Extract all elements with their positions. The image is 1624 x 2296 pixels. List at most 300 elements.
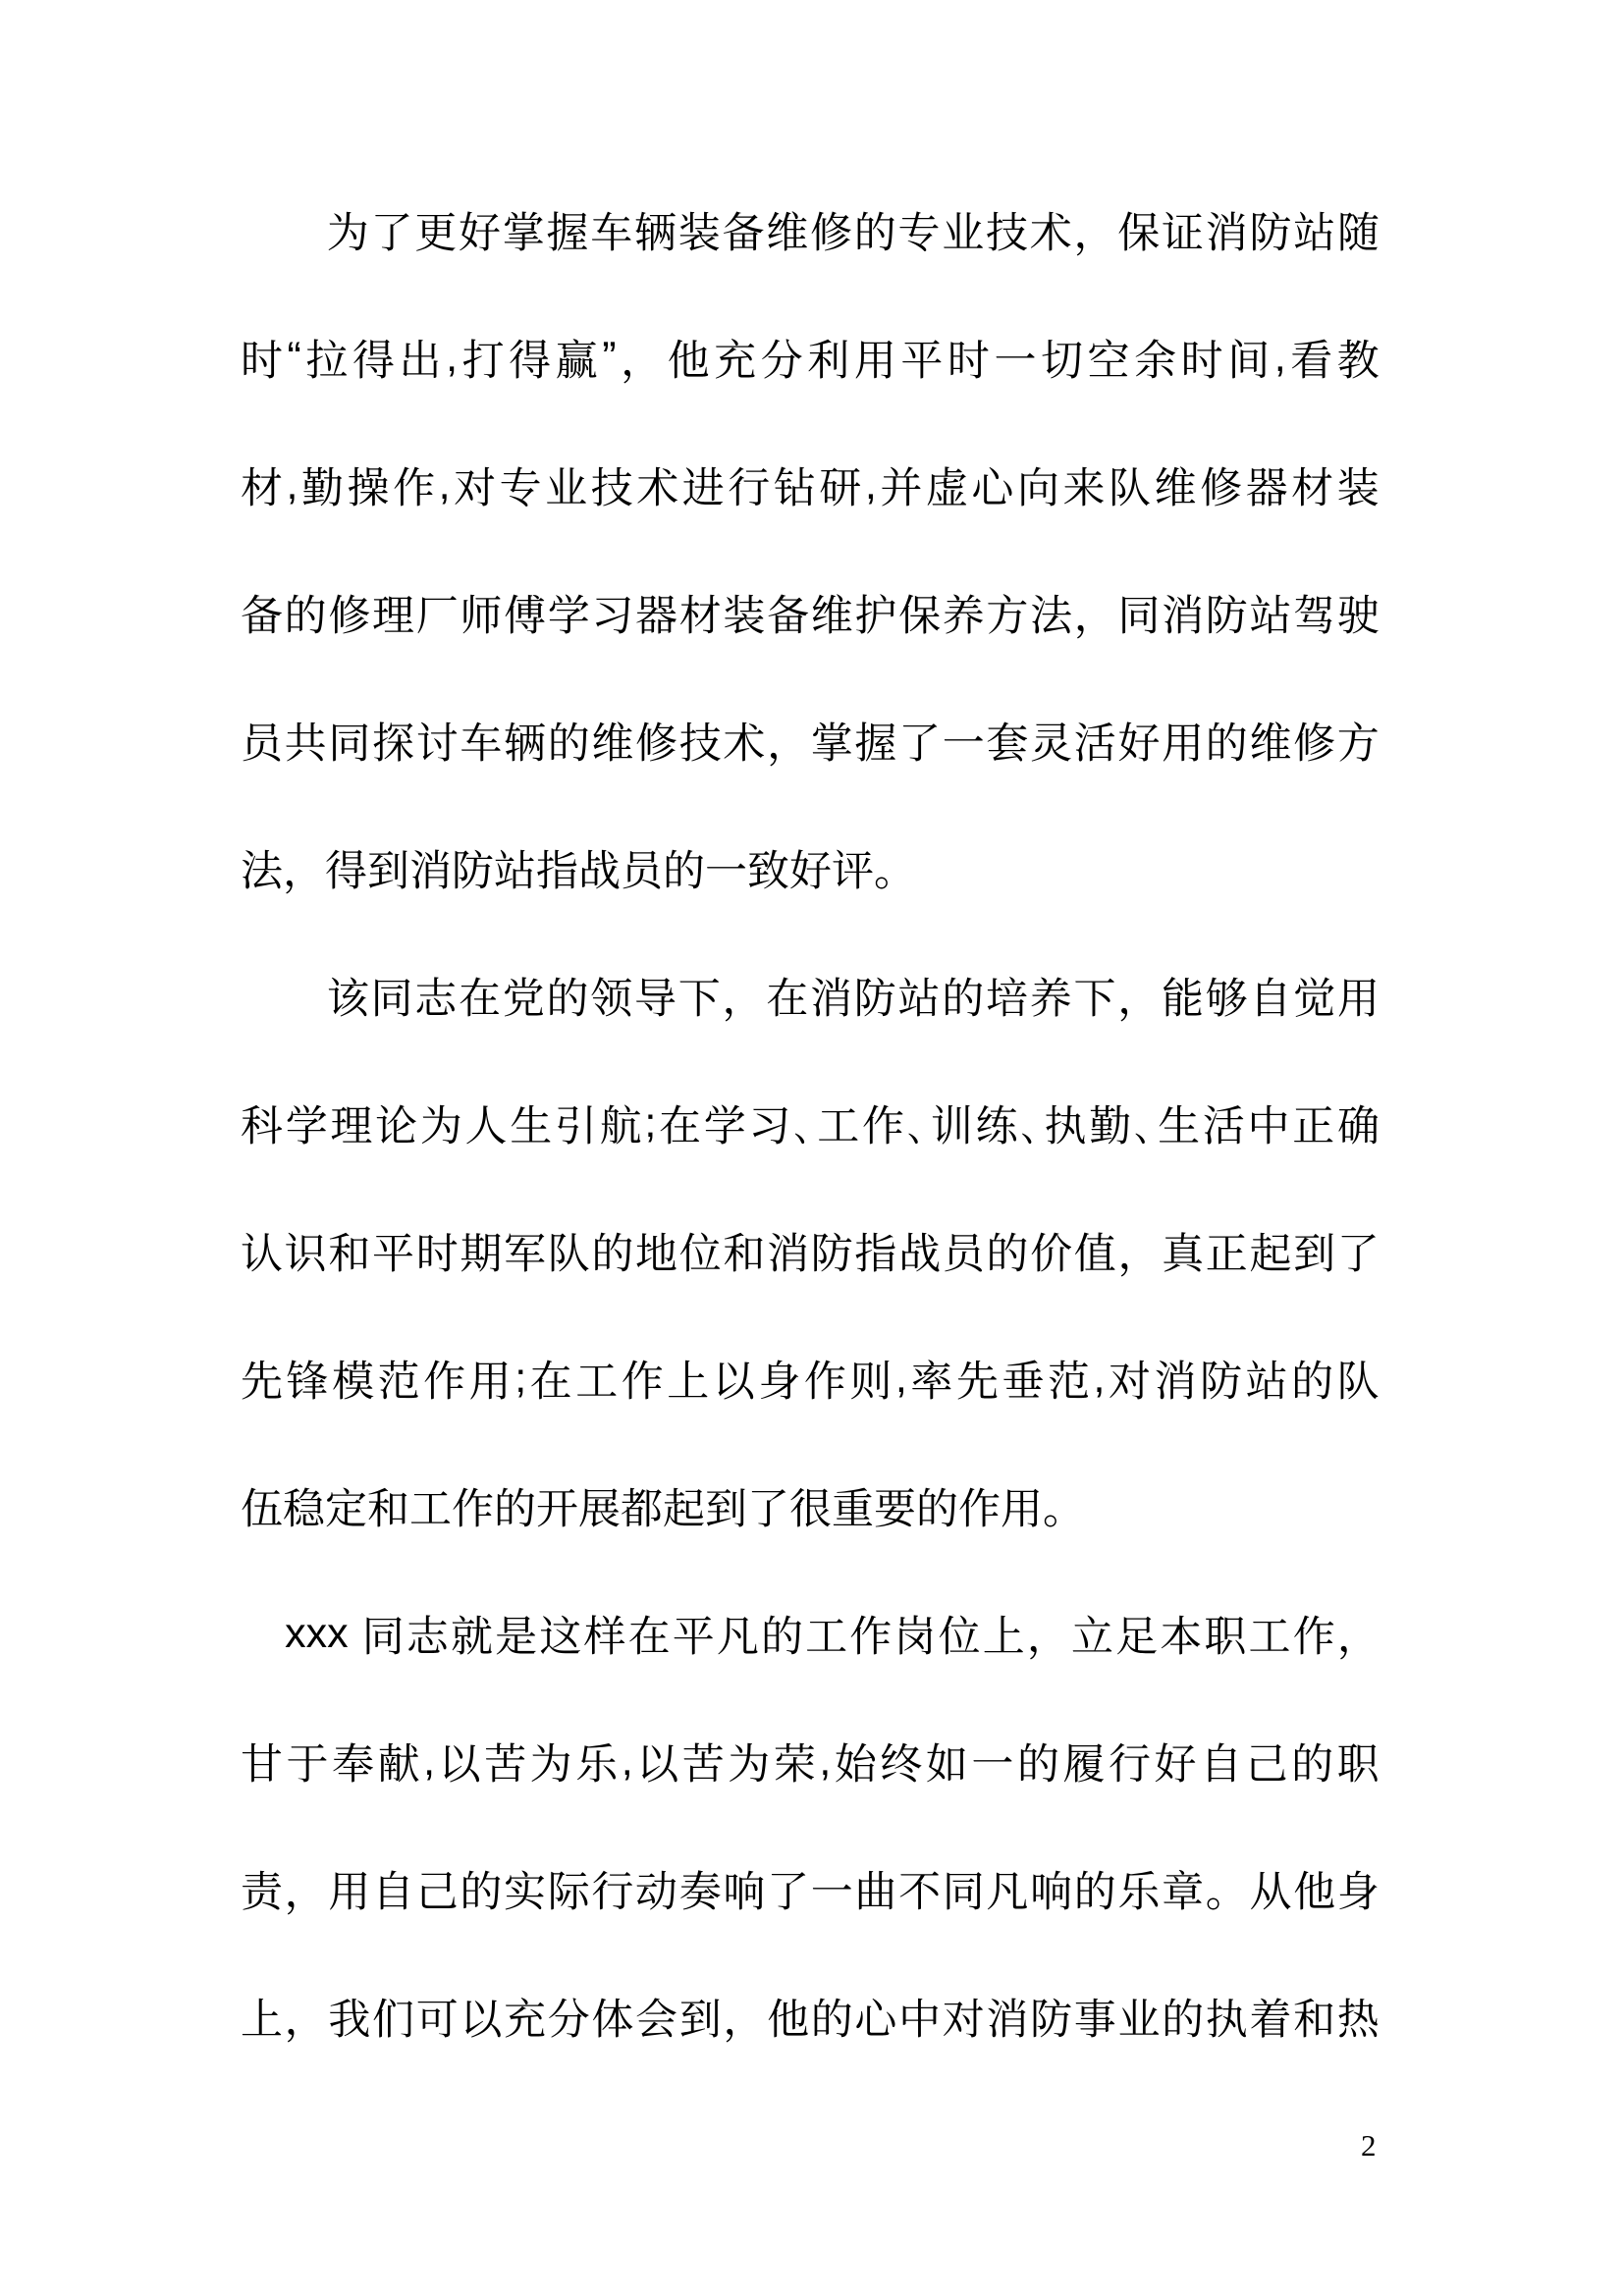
text-char: 。 (874, 847, 916, 895)
text-char: 这 (539, 1613, 582, 1661)
text-char: 志 (414, 975, 458, 1023)
text-char: 伍 (241, 1485, 283, 1533)
text-char: 技 (678, 720, 722, 768)
text-char: 在 (529, 1358, 572, 1406)
text-char: 防 (1030, 1996, 1073, 2044)
text-char: 行 (591, 1868, 634, 1916)
text-char: , (894, 1354, 907, 1402)
text-char: 战 (898, 1230, 942, 1278)
text-char: 和 (367, 1485, 409, 1533)
text-char: 证 (1162, 209, 1204, 257)
text-char: 时 (241, 337, 283, 385)
text-char: 的 (853, 209, 896, 257)
text-char: 岗 (893, 1613, 937, 1661)
text-char: 作 (1292, 1613, 1335, 1661)
text-char: 队 (1109, 464, 1152, 512)
text-char: 热 (1336, 1996, 1380, 2044)
text-char: 驾 (1293, 592, 1336, 640)
text-char: 以 (460, 1996, 503, 2044)
text-char: 讨 (415, 720, 459, 768)
text-char: 导 (634, 975, 677, 1023)
text-char: 动 (635, 1868, 678, 1916)
text-char: 。 (1043, 1485, 1085, 1533)
text-char: 习 (591, 592, 634, 640)
text-char: 方 (1336, 720, 1380, 768)
text-char: 器 (635, 592, 678, 640)
text-char: 们 (372, 1996, 415, 2044)
text-char: 保 (898, 592, 942, 640)
text-char: 展 (578, 1485, 621, 1533)
text-char: 地 (635, 1230, 678, 1278)
text-char: 消 (1154, 1358, 1197, 1406)
text-line (241, 1570, 1380, 1697)
text-char: 材 (241, 464, 283, 512)
text-char: 时 (1180, 337, 1223, 385)
text-line (241, 1825, 1380, 1952)
text-char: 上 (241, 1996, 283, 2044)
text-char: ， (1073, 209, 1116, 257)
text-char: 科 (241, 1102, 283, 1150)
text-char: , (1093, 1354, 1106, 1402)
text-char: 苦 (484, 1740, 527, 1789)
text-char: 于 (286, 1740, 329, 1789)
text-char: 时 (415, 1230, 459, 1278)
text-char: 人 (464, 1102, 508, 1150)
text-char: 对 (1109, 1358, 1152, 1406)
text-char: 器 (1245, 464, 1288, 512)
text-char: 一 (705, 847, 747, 895)
text-char: 养 (942, 592, 985, 640)
text-char: 消 (986, 1996, 1029, 2044)
text-char: 不 (898, 1868, 942, 1916)
text-char: 始 (834, 1740, 877, 1789)
text-char: 上 (982, 1613, 1025, 1661)
text-char: 辆 (504, 720, 547, 768)
text-char: 军 (504, 1230, 547, 1278)
text-char: 勤 (301, 464, 345, 512)
text-char: 厂 (415, 592, 459, 640)
text-char: 乐 (1117, 1868, 1161, 1916)
text-char: 身 (758, 1358, 801, 1406)
text-char: 中 (898, 1996, 942, 2044)
text-char: 探 (372, 720, 415, 768)
text-char: 的 (1073, 1868, 1116, 1916)
text-char: , (423, 1736, 436, 1785)
text-line (241, 1314, 1380, 1442)
text-char: 引 (554, 1102, 597, 1150)
text-char: 以 (636, 1740, 679, 1789)
text-char: 利 (807, 337, 850, 385)
text-char: 教 (1336, 337, 1380, 385)
text-char: 虚 (925, 464, 968, 512)
text-char: 了 (767, 1868, 810, 1916)
text-char: 理 (330, 1102, 373, 1150)
text-char: 的 (591, 1230, 634, 1278)
text-char: 和 (723, 1230, 766, 1278)
text-char: 我 (328, 1996, 371, 2044)
text-char: 对 (454, 464, 497, 512)
text-char: 到 (1293, 1230, 1336, 1278)
text-char: 为 (419, 1102, 462, 1150)
text-char: 执 (1205, 1996, 1248, 2044)
text-char: 评 (832, 847, 874, 895)
text-char: 重 (832, 1485, 874, 1533)
text-char: 空 (1087, 337, 1130, 385)
text-char: 更 (414, 209, 458, 257)
text-char: 响 (1030, 1868, 1073, 1916)
text-char: 奉 (332, 1740, 375, 1789)
text-char: , (286, 460, 298, 508)
text-char: 稳 (283, 1485, 325, 1533)
text-char: 术 (723, 720, 766, 768)
text-line (241, 1442, 1380, 1570)
text-char: 他 (1293, 1868, 1336, 1916)
text-char: 为 (728, 1740, 771, 1789)
text-line (241, 932, 1380, 1059)
text-char: 平 (900, 337, 944, 385)
text-char: 价 (1030, 1230, 1073, 1278)
text-char: ､ (1020, 1102, 1042, 1150)
text-char: 消 (409, 847, 452, 895)
text-char: 切 (1041, 337, 1083, 385)
text-char: 修 (810, 209, 852, 257)
text-char: 际 (547, 1868, 590, 1916)
text-char: “ (287, 333, 301, 381)
text-char: 训 (930, 1102, 973, 1150)
text-char: 车 (460, 720, 503, 768)
text-char: 护 (854, 592, 897, 640)
text-char: 作 (423, 1358, 466, 1406)
text-char: 辆 (634, 209, 677, 257)
text-char: 打 (461, 337, 505, 385)
text-char: 驶 (1336, 592, 1380, 640)
text-char: 业 (545, 464, 588, 512)
text-char: 了 (1336, 1230, 1380, 1278)
text-char: 期 (460, 1230, 503, 1278)
text-char: 并 (880, 464, 923, 512)
text-line (241, 294, 1380, 421)
text-char: 值 (1073, 1230, 1116, 1278)
text-char: 防 (452, 847, 494, 895)
text-char: 本 (1160, 1613, 1203, 1661)
text-char: 模 (332, 1358, 375, 1406)
text-char: 的 (986, 1230, 1029, 1278)
text-char: 出 (399, 337, 442, 385)
text-char: ， (1336, 1613, 1380, 1661)
text-char: 得 (325, 847, 367, 895)
text-char: 样 (583, 1613, 626, 1661)
text-char: 备 (722, 209, 765, 257)
text-char: 开 (536, 1485, 578, 1533)
text-char: 分 (547, 1996, 590, 2044)
text-char: 航 (599, 1102, 642, 1150)
text-char: 充 (714, 337, 757, 385)
text-char: , (438, 460, 451, 508)
text-char: 先 (955, 1358, 999, 1406)
text-char: 身 (1336, 1868, 1380, 1916)
text-char: 职 (1204, 1613, 1247, 1661)
text-char: 锋 (286, 1358, 329, 1406)
text-char: ､ (906, 1102, 929, 1150)
text-char: 用 (468, 1358, 512, 1406)
text-char: 作 (393, 464, 436, 512)
text-char: 心 (854, 1996, 897, 2044)
text-char: 志 (406, 1613, 449, 1661)
text-char: 觉 (1293, 975, 1336, 1023)
text-char: ､ (793, 1102, 815, 1150)
text-char: 材 (1291, 464, 1334, 512)
text-char: xxx (285, 1609, 360, 1657)
text-char: 修 (635, 720, 678, 768)
text-char: 下 (1073, 975, 1116, 1023)
text-char: 站 (494, 847, 536, 895)
text-char: 方 (986, 592, 1029, 640)
text-char: 用 (1337, 975, 1380, 1023)
text-char: 的 (761, 1613, 803, 1661)
text-char: 正 (1205, 1230, 1248, 1278)
text-char: 备 (241, 592, 283, 640)
text-char: 起 (663, 1485, 705, 1533)
text-char: 心 (971, 464, 1014, 512)
text-char: , (864, 460, 877, 508)
text-char: 活 (1202, 1102, 1245, 1150)
text-char: 活 (1073, 720, 1116, 768)
text-char: 以 (438, 1740, 481, 1789)
text-char: 钻 (773, 464, 816, 512)
text-char: 献 (377, 1740, 420, 1789)
text-char: 法 (241, 847, 283, 895)
text-char: ; (644, 1098, 657, 1147)
text-char: 队 (1336, 1358, 1380, 1406)
text-char: 平 (672, 1613, 715, 1661)
text-char: 的 (1205, 720, 1248, 768)
text-char: 员 (241, 720, 283, 768)
text-char: 作 (862, 1102, 904, 1150)
text-char: 和 (1293, 1996, 1336, 2044)
text-char: 曲 (854, 1868, 897, 1916)
text-char: 能 (1162, 975, 1204, 1023)
text-char: 实 (504, 1868, 547, 1916)
text-char: 从 (1249, 1868, 1292, 1916)
text-char: 养 (1029, 975, 1072, 1023)
text-line (241, 166, 1380, 294)
text-char: 操 (347, 464, 390, 512)
text-char: 和 (328, 1230, 371, 1278)
text-char: 好 (789, 847, 832, 895)
text-char: 师 (460, 592, 503, 640)
text-char: 中 (1247, 1102, 1290, 1150)
text-char: 维 (591, 720, 634, 768)
text-line (241, 1187, 1380, 1314)
text-char: 的 (494, 1485, 536, 1533)
text-char: 好 (459, 209, 501, 257)
text-char: 工 (817, 1102, 860, 1150)
text-char: 党 (502, 975, 545, 1023)
text-char: 到 (367, 847, 409, 895)
text-char: 赢 (555, 337, 598, 385)
text-char: 装 (677, 209, 721, 257)
text-char: 乐 (575, 1740, 619, 1789)
text-char: 是 (495, 1613, 538, 1661)
text-char: 了 (747, 1485, 789, 1533)
text-char: 套 (986, 720, 1029, 768)
text-char: 了 (898, 720, 942, 768)
text-char: 以 (712, 1358, 755, 1406)
text-char: 保 (1117, 209, 1161, 257)
document-body (241, 166, 1380, 2080)
text-char: 的 (546, 975, 589, 1023)
text-line (241, 804, 1380, 932)
text-char: ， (1117, 975, 1161, 1023)
text-char: 位 (938, 1613, 981, 1661)
text-char: 对 (942, 1996, 985, 2044)
text-char: 术 (636, 464, 679, 512)
text-char: ， (1117, 1230, 1161, 1278)
text-char: 的 (1162, 1996, 1205, 2044)
text-char: 先 (241, 1358, 283, 1406)
text-char: 自 (1200, 1740, 1243, 1789)
text-char: 业 (1117, 1996, 1161, 2044)
text-char: 认 (241, 1230, 283, 1278)
text-char: 己 (1245, 1740, 1288, 1789)
text-char: 消 (810, 975, 852, 1023)
text-char: 了 (370, 209, 413, 257)
text-char: 得 (509, 337, 552, 385)
text-char: 起 (1249, 1230, 1292, 1278)
text-char: 业 (942, 209, 985, 257)
text-char: , (1273, 333, 1286, 381)
text-char: 行 (1109, 1740, 1152, 1789)
text-char: 指 (536, 847, 578, 895)
text-char: 备 (767, 592, 810, 640)
text-char: 站 (1249, 592, 1292, 640)
text-char: 自 (372, 1868, 415, 1916)
text-char: 得 (352, 337, 395, 385)
text-char: 确 (1336, 1102, 1380, 1150)
text-char: ， (284, 1996, 327, 2044)
text-line (241, 1697, 1380, 1825)
text-char: 在 (459, 975, 501, 1023)
text-char: 该 (326, 975, 369, 1023)
text-char: 防 (1205, 592, 1248, 640)
text-char: 的 (284, 592, 327, 640)
text-char: 修 (1200, 464, 1243, 512)
text-char: 站 (1293, 209, 1336, 257)
text-char: 防 (1200, 1358, 1243, 1406)
text-char: 作 (621, 1358, 664, 1406)
text-char: 够 (1205, 975, 1248, 1023)
text-char: 的 (547, 720, 590, 768)
text-char: 理 (372, 592, 415, 640)
text-char: 定 (325, 1485, 367, 1533)
text-char: 作 (803, 1358, 846, 1406)
text-char: 的 (916, 1485, 958, 1533)
text-char: 法 (1030, 592, 1073, 640)
text-char: 很 (789, 1485, 832, 1533)
text-char: 随 (1337, 209, 1380, 257)
text-char: 握 (546, 209, 589, 257)
text-char: 到 (705, 1485, 747, 1533)
text-char: 凡 (986, 1868, 1029, 1916)
text-char: 领 (590, 975, 633, 1023)
text-char: , (621, 1736, 633, 1785)
text-char: 责 (241, 1868, 283, 1916)
text-char: 用 (1162, 720, 1205, 768)
text-char: 一 (994, 337, 1037, 385)
text-char: 同 (361, 1613, 405, 1661)
text-char: 凡 (716, 1613, 759, 1661)
text-char: 装 (1336, 464, 1380, 512)
text-char: ” (602, 333, 617, 381)
text-char: 在 (766, 975, 809, 1023)
text-char: 的 (460, 1868, 503, 1916)
text-char: 正 (1292, 1102, 1335, 1150)
text-line (241, 421, 1380, 549)
text-char: 的 (810, 1996, 853, 2044)
text-char: 都 (621, 1485, 663, 1533)
text-char: ､ (1133, 1102, 1156, 1150)
text-char: 同 (328, 720, 371, 768)
text-char: 在 (658, 1102, 701, 1150)
text-char: 练 (975, 1102, 1018, 1150)
text-char: 范 (377, 1358, 420, 1406)
text-char: 工 (805, 1613, 848, 1661)
text-char: 就 (451, 1613, 494, 1661)
text-char: 苦 (681, 1740, 725, 1789)
text-char: 傅 (504, 592, 547, 640)
text-char: 在 (627, 1613, 671, 1661)
text-char: 率 (910, 1358, 953, 1406)
text-char: 技 (986, 209, 1028, 257)
text-char: 掌 (810, 720, 853, 768)
text-char: 消 (767, 1230, 810, 1278)
text-char: 职 (1336, 1740, 1380, 1789)
text-char: 进 (681, 464, 725, 512)
text-char: 章 (1162, 1868, 1205, 1916)
text-char: 体 (591, 1996, 634, 2044)
text-char: 同 (942, 1868, 985, 1916)
text-char: 维 (1154, 464, 1197, 512)
text-char: 学 (285, 1102, 328, 1150)
text-char: 培 (986, 975, 1028, 1023)
text-line (241, 1952, 1380, 2080)
text-char: 防 (853, 975, 896, 1023)
text-char: 为 (529, 1740, 572, 1789)
paragraph-indent (241, 230, 325, 231)
text-char: 识 (284, 1230, 327, 1278)
text-char: 一 (810, 1868, 853, 1916)
text-char: 来 (1062, 464, 1106, 512)
text-char: 间 (1227, 337, 1271, 385)
text-char: 握 (854, 720, 897, 768)
text-char: 平 (372, 1230, 415, 1278)
text-line (241, 549, 1380, 676)
text-char: 会 (635, 1996, 678, 2044)
text-char: 他 (667, 337, 710, 385)
text-char: 技 (590, 464, 633, 512)
text-char: 己 (415, 1868, 459, 1916)
text-char: 消 (1205, 209, 1248, 257)
text-char: 好 (1154, 1740, 1197, 1789)
text-char: 用 (853, 337, 896, 385)
text-char: 到 (678, 1996, 722, 2044)
text-char: 共 (284, 720, 327, 768)
text-char: 站 (897, 975, 941, 1023)
text-char: 车 (590, 209, 633, 257)
text-char: ， (1026, 1613, 1069, 1661)
text-char: 勤 (1089, 1102, 1132, 1150)
text-char: 要 (874, 1485, 916, 1533)
